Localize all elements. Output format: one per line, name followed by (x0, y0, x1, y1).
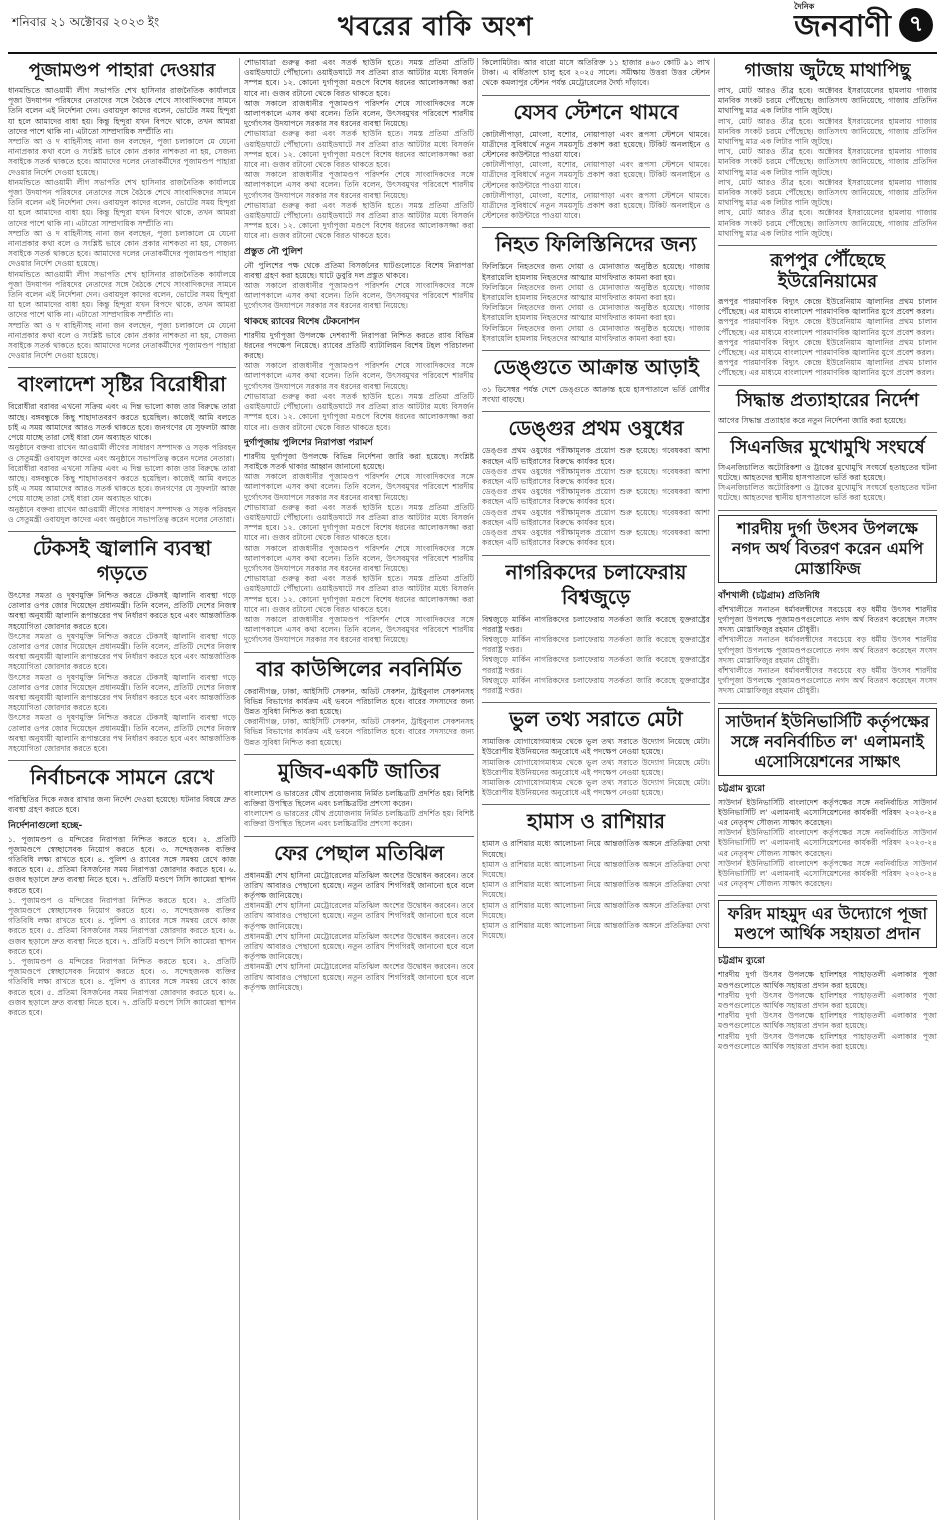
article (482, 707, 710, 798)
article-body: হামাস ও রাশিয়ার মধ্যে আলোচনা নিয়ে আন্তর্জাতিক অঙ্গনে প্রতিক্রিয়া দেখা দিয়েছে। (482, 839, 710, 859)
article-body: শারদীয় দুর্গা উৎসব উপলক্ষে হালিশহর পাহাড়তলী এলাকার পূজা মণ্ডপগুলোতে আর্থিক সহায়তা প্রদান করা হয়েছে। (718, 990, 937, 1010)
article-headline: নাগরিকদের চলাফেরায় বিশ্বজুড়ে (505, 559, 687, 609)
article-body: কোটালীপাড়া, মোংলা, যশোর, নোয়াপাড়া এবং রূপসা স্টেশনে থামবে। যাত্রীদের সুবিধার্থে নতুন সময়সূচি প্রকাশ করা হয়েছে। টিকিট অনলাইনে ও স্টেশনের কাউন্টারে পাওয়া যাবে। (482, 129, 710, 160)
article-body: শারদীয় দুর্গাপূজা উপলক্ষে বিভিন্ন নির্দেশনা জারি করা হয়েছে। সংশ্লিষ্ট সবাইকে সতর্ক থাকার আহ্বান জানানো হয়েছে। (244, 451, 474, 471)
article-body: শারদীয় দুর্গা উৎসব উপলক্ষে হালিশহর পাহাড়তলী এলাকার পূজা মণ্ডপগুলোতে আর্থিক সহায়তা প্রদান করা হয়েছে। (718, 1031, 937, 1051)
article-body: হামাস ও রাশিয়ার মধ্যে আলোচনা নিয়ে আন্তর্জাতিক অঙ্গনে প্রতিক্রিয়া দেখা দিয়েছে। (482, 920, 710, 941)
article-headline: ভুল তথ্য সরাতে মেটা (509, 707, 683, 732)
column-divider (477, 58, 478, 1520)
article-byline: চট্টগ্রাম ব্যুরো (718, 783, 765, 794)
article-body: বিশ্বজুড়ে মার্কিন নাগরিকদের চলাফেরায় সতর্কতা জারি করেছে যুক্তরাষ্ট্রের পররাষ্ট্র দপ্তর। (482, 675, 710, 695)
article-body: শোভাযাত্রা গুরুত্ব করা এবং সতর্ক ছাউনি হতে। সমস্ত প্রতিমা প্রতিটি ওয়াইডঘাটে পৌঁছানো। ওয়াইডঘাটে সব প্রতিমা রাত আটটার মধ্যে বিসর্জন সম্পন্ন হবে। ১২. কোনো দুর্গাপূজা মণ্ডপে বিশেষ ধরনের আলোকসজ্জা করা যাবে না। গুজব রটানো থেকে বিরত থাকতে হবে। (244, 58, 474, 98)
article (718, 708, 937, 890)
article-body: ৩১ ডিসেম্বর পর্যন্ত দেশে ডেঙ্গুতে আক্রান্ত হয়ে হাসপাতালে ভর্তি রোগীর সংখ্যা বাড়ছে। (482, 385, 710, 405)
article-body: ধানমন্ডিতে আওয়ামী লীগ সভাপতি শেখ হাসিনার রাজনৈতিক কার্যালয়ে পূজা উদযাপন পরিষদের নেতাদের সঙ্গে বৈঠকে শেখে সাংবাদিকদের সামনে তিনি বলেন এই নির্দেশনা দেন। ওবায়দুল কাদের বলেন, ভোটের সময় হিন্দুরা যা হলে আমাদের বাধা হয়। কিন্তু হিন্দুরা যখন বিপদে থাকে, তখন আমরা তাদের পাশে থাকি না। এটাতো সাম্প্রদায়িক সম্প্রীতি না। (8, 86, 236, 136)
article-body: ডেঙ্গুর প্রথম ওষুধের পরীক্ষামূলক প্রয়োগ শুরু হয়েছে। গবেষকরা আশা করছেন এটি ভাইরাসের বিরুদ্ধে কার্যকর হবে। (482, 528, 710, 548)
article-body: সাউদার্ন ইউনিভার্সিটি বাংলাদেশ কর্তৃপক্ষের সঙ্গে নবনির্বাচিত সাউদার্ন ইউনিভার্সিটি ল' এলামনাই এসোসিয়েশনের কার্যকরী পরিষদ ২০২৩-২৪ এর নেতৃবৃন্দ সৌজন্য সাক্ষাৎ করেছেন। (718, 797, 937, 827)
article-body: উৎসের সমতা ও দূষণমুক্তি নিশ্চিত করতে টেকসই জ্বালানি ব্যবস্থা গড়ে তোলার ওপর জোর দিয়েছেন প্রধানমন্ত্রী। তিনি বলেন, প্রতিটি দেশের নিজস্ব অবস্থা অনুযায়ী জ্বালানি রূপান্তরের পথ নির্ধারণ করতে হবে এবং আন্তর্জাতিক সহযোগিতা জোরদার করতে হবে। (8, 631, 236, 672)
article-headline: ফরিদ মাহমুদ এর উদ্যোগে পূজা মণ্ডপে আর্থিক সহায়তা প্রদান (718, 900, 937, 948)
article-body: আগের সিদ্ধান্ত প্রত্যাহার করে নতুন নির্দেশনা জারি করা হয়েছে। (718, 415, 906, 425)
article-body: সিএনজিচালিত অটোরিকশা ও ট্রাকের মুখোমুখি সংঘর্ষে হতাহতের ঘটনা ঘটেছে। আহতদের স্থানীয় হাসপাতালে ভর্তি করা হয়েছে। (718, 462, 937, 483)
column-4 (718, 58, 937, 1520)
article-body: রূপপুর পারমাণবিক বিদ্যুৎ কেন্দ্রে ইউরেনিয়াম জ্বালানির প্রথম চালান পৌঁছেছে। এর মাধ্যমে বাংলাদেশ পারমাণবিক জ্বালানির যুগে প্রবেশ করল। (718, 297, 937, 317)
article (482, 809, 710, 941)
article-body: লাখ, মোট আরও তীব্র হবে। অক্টোবর ইসরায়েলের হামলায় গাজায় মানবিক সংকট চরমে পৌঁছেছে। জাতিসংঘ জানিয়েছে, গাজায় প্রতিদিন মাথাপিছু মাত্র এক লিটার পানি জুটছে। (718, 177, 937, 208)
article-body: শারদীয় দুর্গাপূজা উপলক্ষে দেশব্যাপী নিরাপত্তা নিশ্চিত করতে র‌্যাব বিভিন্ন ধরনের পদক্ষেপ নিয়েছে। র‌্যাবের প্রতিটি ব্যাটালিয়ন বিশেষ টহল পরিচালনা করছে। (244, 330, 474, 361)
article-body: আজ সকালে রাজধানীর পূজামণ্ডপ পরিদর্শন শেষে সাংবাদিকদের সঙ্গে আলাপকালে এসব কথা বলেন। তিনি বলেন, উৎসবমুখর পরিবেশে শারদীয় দুর্গোৎসব উদযাপনে সরকার সব ধরনের ব্যবস্থা নিয়েছে। (244, 543, 474, 573)
article-headline: যেসব স্টেশনে থামবে (513, 99, 679, 124)
article-body: হামাস ও রাশিয়ার মধ্যে আলোচনা নিয়ে আন্তর্জাতিক অঙ্গনে প্রতিক্রিয়া দেখা দিয়েছে। (482, 880, 710, 900)
article (244, 759, 474, 830)
article-body: ধানমন্ডিতে আওয়ামী লীগ সভাপতি শেখ হাসিনার রাজনৈতিক কার্যালয়ে পূজা উদযাপন পরিষদের নেতাদের সঙ্গে বৈঠকে শেখে সাংবাদিকদের সামনে তিনি বলেন এই নির্দেশনা দেন। ওবায়দুল কাদের বলেন, ভোটের সময় হিন্দুরা যা হলে আমাদের বাধা হয়। কিন্তু হিন্দুরা যখন বিপদে থাকে, তখন আমরা তাদের পাশে থাকি না। এটাতো সাম্প্রদায়িক সম্প্রীতি না। (8, 269, 236, 320)
article-headline: নিহত ফিলিস্তিনিদের জন্য (495, 232, 697, 257)
article-body: লাখ, মোট আরও তীব্র হবে। অক্টোবর ইসরায়েলের হামলায় গাজায় মানবিক সংকট চরমে পৌঁছেছে। জাতিসংঘ জানিয়েছে, গাজায় প্রতিদিন মাথাপিছু মাত্র এক লিটার পানি জুটছে। (718, 208, 937, 238)
article-body: শোভাযাত্রা গুরুত্ব করা এবং সতর্ক ছাউনি হতে। সমস্ত প্রতিমা প্রতিটি ওয়াইডঘাটে পৌঁছানো। ওয়াইডঘাটে সব প্রতিমা রাত আটটার মধ্যে বিসর্জন সম্পন্ন হবে। ১২. কোনো দুর্গাপূজা মণ্ডপে বিশেষ ধরনের আলোকসজ্জা করা যাবে না। গুজব রটানো থেকে বিরত থাকতে হবে। (244, 574, 474, 614)
page-header (8, 0, 937, 54)
article-body: বাঁশখালীতে সনাতন ধর্মাবলম্বীদের সবচেয়ে বড় ধর্মীয় উৎসব শারদীয় দুর্গাপূজা উপলক্ষে পূজামণ্ডপগুলোতে নগদ অর্থ বিতরণ করেছেন সংসদ সদস্য মোস্তাফিজুর রহমান চৌধুরী। (718, 635, 937, 665)
article-body: কেরানীগঞ্জ, ঢাকা, আইসিটি সেকশন, অডিট সেকশন, ট্রাইবুনাল সেকশনসহ বিভিন্ন বিভাগের কার্যক্রম এই ভবনে পরিচালিত হবে। বারের সদস্যদের জন্য উন্নত সুবিধা নিশ্চিত করা হয়েছে। (244, 686, 474, 716)
article-body: বাংলাদেশ ও ভারতের যৌথ প্রযোজনায় নির্মিত চলচ্চিত্রটি প্রদর্শিত হয়। বিশিষ্ট ব্যক্তিরা উপস্থিত ছিলেন এবং চলচ্চিত্রটির প্রশংসা করেন। (244, 809, 474, 829)
logo-text: জনবাণী (794, 9, 891, 44)
article-body: আজ সকালে রাজধানীর পূজামণ্ডপ পরিদর্শন শেষে সাংবাদিকদের সঙ্গে আলাপকালে এসব কথা বলেন। তিনি বলেন, উৎসবমুখর পরিবেশে শারদীয় দুর্গোৎসব উদযাপনে সরকার সব ধরনের ব্যবস্থা নিয়েছে। (244, 361, 474, 391)
article (482, 355, 710, 405)
article-body: ডেঙ্গুর প্রথম ওষুধের পরীক্ষামূলক প্রয়োগ শুরু হয়েছে। গবেষকরা আশা করছেন এটি ভাইরাসের বিরুদ্ধে কার্যকর হবে। (482, 487, 710, 507)
article (244, 841, 474, 993)
article-body: প্রধানমন্ত্রী শেখ হাসিনা মেট্রোরেলের মতিঝিল অংশের উদ্বোধন করবেন। তবে তারিখ আবারও পেছানো হয়েছে। নতুন তারিখ শিগগিরই জানানো হবে বলে কর্তৃপক্ষ জানিয়েছে। (244, 901, 474, 931)
article-body: সাউদার্ন ইউনিভার্সিটি বাংলাদেশ কর্তৃপক্ষের সঙ্গে নবনির্বাচিত সাউদার্ন ইউনিভার্সিটি ল' এলামনাই এসোসিয়েশনের কার্যকরী পরিষদ ২০২৩-২৪ এর নেতৃবৃন্দ সৌজন্য সাক্ষাৎ করেছেন। (718, 828, 937, 858)
article (718, 900, 937, 1052)
article (718, 250, 937, 379)
article-body: ধানমন্ডিতে আওয়ামী লীগ সভাপতি শেখ হাসিনার রাজনৈতিক কার্যালয়ে পূজা উদযাপন পরিষদের নেতাদের সঙ্গে বৈঠকে শেখে সাংবাদিকদের সামনে তিনি বলেন এই নির্দেশনা দেন। ওবায়দুল কাদের বলেন, ভোটের সময় হিন্দুরা যা হলে আমাদের বাধা হয়। কিন্তু হিন্দুরা যখন বিপদে থাকে, তখন আমরা তাদের পাশে থাকি না। এটাতো সাম্প্রদায়িক সম্প্রীতি না। (8, 177, 236, 228)
article (718, 437, 937, 504)
article-headline: নির্বাচনকে সামনে রেখে (30, 765, 214, 790)
logo-small-text: দৈনিক (794, 2, 815, 11)
article (482, 100, 710, 222)
column-divider (239, 58, 240, 1520)
article-byline: বাঁশখালী (চট্টগ্রাম) প্রতিনিধি (718, 590, 820, 601)
article-body: কোটালীপাড়া, মোংলা, যশোর, নোয়াপাড়া এবং রূপসা স্টেশনে থামবে। যাত্রীদের সুবিধার্থে নতুন সময়সূচি প্রকাশ করা হয়েছে। টিকিট অনলাইনে ও স্টেশনের কাউন্টারে পাওয়া যাবে। (482, 160, 710, 190)
article-body: শারদীয় দুর্গা উৎসব উপলক্ষে হালিশহর পাহাড়তলী এলাকার পূজা মণ্ডপগুলোতে আর্থিক সহায়তা প্রদান করা হয়েছে। (718, 1011, 937, 1031)
article-body: সম্প্রতি আ ও দ বাহিনীসহ নানা জন বলছেন, পূজা চলাকালে মে যেনো নানাপ্রকার কথা বলে ও সংশ্লিষ্ট ভাবে কোন প্রকার নাশকতা না হয়, সেজন্য সবাইকে সতর্ক থাকতে হবে। আমাদের দলের নেতাকর্মীদের পূজামণ্ডপ পাহারা দেওয়ার নির্দেশ দেওয়া হয়েছে। (8, 228, 236, 269)
article-body: সামাজিক যোগাযোগমাধ্যম থেকে ভুল তথ্য সরাতে উদ্যোগ নিয়েছে মেটা। ইউরোপীয় ইউনিয়নের অনুরোধে এই পদক্ষেপ নেওয়া হয়েছে। (482, 777, 710, 798)
article (718, 60, 937, 239)
article-body: ১. পূজামণ্ডপ ও মন্দিরের নিরাপত্তা নিশ্চিত করতে হবে। ২. প্রতিটি পূজামণ্ডপে স্বেচ্ছাসেবক নিয়োগ করতে হবে। ৩. সন্দেহজনক ব্যক্তির গতিবিধি লক্ষ্য রাখতে হবে। ৪. পুলিশ ও র‌্যাবের সঙ্গে সমন্বয় রেখে কাজ করতে হবে। ৫. প্রতিমা বিসর্জনের সময় নিরাপত্তা জোরদার করতে হবে। ৬. গুজব ছড়ালে দ্রুত ব্যবস্থা নিতে হবে। ৭. প্রতিটি মণ্ডপে সিসি ক্যামেরা স্থাপন করতে হবে। (8, 834, 236, 895)
article-headline: শারদীয় দুর্গা উৎসব উপলক্ষে নগদ অর্থ বিতরণ করেন এমপি মোস্তাফিজ (718, 515, 937, 583)
article-body: লাখ, মোট আরও তীব্র হবে। অক্টোবর ইসরায়েলের হামলায় গাজায় মানবিক সংকট চরমে পৌঁছেছে। জাতিসংঘ জানিয়েছে, গাজায় প্রতিদিন মাথাপিছু মাত্র এক লিটার পানি জুটছে। (718, 116, 937, 147)
article (244, 657, 474, 748)
article-body: বিশ্বজুড়ে মার্কিন নাগরিকদের চলাফেরায় সতর্কতা জারি করেছে যুক্তরাষ্ট্রের পররাষ্ট্র দপ্তর। (482, 634, 710, 655)
article (482, 416, 710, 548)
article-subhead: থাকছে র‌্যাবের বিশেষ টেকনোশন (244, 316, 360, 327)
article-body: ১. পূজামণ্ডপ ও মন্দিরের নিরাপত্তা নিশ্চিত করতে হবে। ২. প্রতিটি পূজামণ্ডপে স্বেচ্ছাসেবক নিয়োগ করতে হবে। ৩. সন্দেহজনক ব্যক্তির গতিবিধি লক্ষ্য রাখতে হবে। ৪. পুলিশ ও র‌্যাবের সঙ্গে সমন্বয় রেখে কাজ করতে হবে। ৫. প্রতিমা বিসর্জনের সময় নিরাপত্তা জোরদার করতে হবে। ৬. গুজব ছড়ালে দ্রুত ব্যবস্থা নিতে হবে। ৭. প্রতিটি মণ্ডপে সিসি ক্যামেরা স্থাপন করতে হবে। (8, 957, 236, 1018)
article-headline: সিএনজির মুখোমুখি সংঘর্ষে (730, 436, 925, 458)
article-headline: ফের পেছাল মতিঝিল (274, 840, 444, 865)
article-body: রূপপুর পারমাণবিক বিদ্যুৎ কেন্দ্রে ইউরেনিয়াম জ্বালানির প্রথম চালান পৌঁছেছে। এর মাধ্যমে বাংলাদেশ পারমাণবিক জ্বালানির যুগে প্রবেশ করল। (718, 337, 937, 358)
article-body: ফিলিস্তিনে নিহতদের জন্য দোয়া ও মোনাজাত অনুষ্ঠিত হয়েছে। গাজায় ইসরায়েলি হামলায় নিহতদের আত্মার মাগফিরাত কামনা করা হয়। (482, 282, 710, 303)
article-body: আজ সকালে রাজধানীর পূজামণ্ডপ পরিদর্শন শেষে সাংবাদিকদের সঙ্গে আলাপকালে এসব কথা বলেন। তিনি বলেন, উৎসবমুখর পরিবেশে শারদীয় দুর্গোৎসব উদযাপনে সরকার সব ধরনের ব্যবস্থা নিয়েছে। (244, 281, 474, 311)
article-headline: হামাস ও রাশিয়ার (526, 809, 665, 834)
article-body: ডেঙ্গুর প্রথম ওষুধের পরীক্ষামূলক প্রয়োগ শুরু হয়েছে। গবেষকরা আশা করছেন এটি ভাইরাসের বিরুদ্ধে কার্যকর হবে। (482, 507, 710, 527)
article-body: ডেঙ্গুর প্রথম ওষুধের পরীক্ষামূলক প্রয়োগ শুরু হয়েছে। গবেষকরা আশা করছেন এটি ভাইরাসের বিরুদ্ধে কার্যকর হবে। (482, 466, 710, 487)
article-byline: চট্টগ্রাম ব্যুরো (718, 956, 765, 967)
article-body: শোভাযাত্রা গুরুত্ব করা এবং সতর্ক ছাউনি হতে। সমস্ত প্রতিমা প্রতিটি ওয়াইডঘাটে পৌঁছানো। ওয়াইডঘাটে সব প্রতিমা রাত আটটার মধ্যে বিসর্জন সম্পন্ন হবে। ১২. কোনো দুর্গাপূজা মণ্ডপে বিশেষ ধরনের আলোকসজ্জা করা যাবে না। গুজব রটানো থেকে বিরত থাকতে হবে। (244, 200, 474, 241)
article-headline: মুজিব-একটি জাতির (277, 758, 441, 783)
article-body: শোভাযাত্রা গুরুত্ব করা এবং সতর্ক ছাউনি হতে। সমস্ত প্রতিমা প্রতিটি ওয়াইডঘাটে পৌঁছানো। ওয়াইডঘাটে সব প্রতিমা রাত আটটার মধ্যে বিসর্জন সম্পন্ন হবে। ১২. কোনো দুর্গাপূজা মণ্ডপে বিশেষ ধরনের আলোকসজ্জা করা যাবে না। গুজব রটানো থেকে বিরত থাকতে হবে। (244, 129, 474, 170)
article-headline: ডেঙ্গুর প্রথম ওষুধের (508, 416, 684, 441)
article-body: নৌ পুলিশের পক্ষ থেকে প্রতিমা বিসর্জনের ঘাটগুলোতে বিশেষ নিরাপত্তা ব্যবস্থা গ্রহণ করা হয়েছে। ঘাটে ডুবুরি দল প্রস্তুত থাকবে। (244, 260, 474, 280)
article-body: আজ সকালে রাজধানীর পূজামণ্ডপ পরিদর্শন শেষে সাংবাদিকদের সঙ্গে আলাপকালে এসব কথা বলেন। তিনি বলেন, উৎসবমুখর পরিবেশে শারদীয় দুর্গোৎসব উদযাপনে সরকার সব ধরনের ব্যবস্থা নিয়েছে। (244, 614, 474, 645)
article-body: ডেঙ্গুর প্রথম ওষুধের পরীক্ষামূলক প্রয়োগ শুরু হয়েছে। গবেষকরা আশা করছেন এটি ভাইরাসের বিরুদ্ধে কার্যকর হবে। (482, 446, 710, 466)
article-body: উৎসের সমতা ও দূষণমুক্তি নিশ্চিত করতে টেকসই জ্বালানি ব্যবস্থা গড়ে তোলার ওপর জোর দিয়েছেন প্রধানমন্ত্রী। তিনি বলেন, প্রতিটি দেশের নিজস্ব অবস্থা অনুযায়ী জ্বালানি রূপান্তরের পথ নির্ধারণ করতে হবে এবং আন্তর্জাতিক সহযোগিতা জোরদার করতে হবে। (8, 713, 236, 753)
article-subhead: দুর্গাপূজায় পুলিশের নিরাপত্তা পরামর্শ (244, 437, 373, 448)
article-body: বিশ্বজুড়ে মার্কিন নাগরিকদের চলাফেরায় সতর্কতা জারি করেছে যুক্তরাষ্ট্রের পররাষ্ট্র দপ্তর। (482, 655, 710, 675)
article-body: হামাস ও রাশিয়ার মধ্যে আলোচনা নিয়ে আন্তর্জাতিক অঙ্গনে প্রতিক্রিয়া দেখা দিয়েছে। (482, 859, 710, 879)
article-body: সামাজিক যোগাযোগমাধ্যম থেকে ভুল তথ্য সরাতে উদ্যোগ নিয়েছে মেটা। ইউরোপীয় ইউনিয়নের অনুরোধে এই পদক্ষেপ নেওয়া হয়েছে। (482, 737, 710, 757)
article-body: সামাজিক যোগাযোগমাধ্যম থেকে ভুল তথ্য সরাতে উদ্যোগ নিয়েছে মেটা। ইউরোপীয় ইউনিয়নের অনুরোধে এই পদক্ষেপ নেওয়া হয়েছে। (482, 757, 710, 777)
column-2 (244, 58, 474, 1520)
article-body: উৎসের সমতা ও দূষণমুক্তি নিশ্চিত করতে টেকসই জ্বালানি ব্যবস্থা গড়ে তোলার ওপর জোর দিয়েছেন প্রধানমন্ত্রী। তিনি বলেন, প্রতিটি দেশের নিজস্ব অবস্থা অনুযায়ী জ্বালানি রূপান্তরের পথ নির্ধারণ করতে হবে এবং আন্তর্জাতিক সহযোগিতা জোরদার করতে হবে। (8, 590, 236, 631)
article-body: শোভাযাত্রা গুরুত্ব করা এবং সতর্ক ছাউনি হতে। সমস্ত প্রতিমা প্রতিটি ওয়াইডঘাটে পৌঁছানো। ওয়াইডঘাটে সব প্রতিমা রাত আটটার মধ্যে বিসর্জন সম্পন্ন হবে। ১২. কোনো দুর্গাপূজা মণ্ডপে বিশেষ ধরনের আলোকসজ্জা করা যাবে না। গুজব রটানো থেকে বিরত থাকতে হবে। (244, 391, 474, 432)
article-body: প্রধানমন্ত্রী শেখ হাসিনা মেট্রোরেলের মতিঝিল অংশের উদ্বোধন করবেন। তবে তারিখ আবারও পেছানো হয়েছে। নতুন তারিখ শিগগিরই জানানো হবে বলে কর্তৃপক্ষ জানিয়েছে। (244, 870, 474, 900)
article (482, 232, 710, 344)
article-headline: ডেঙ্গুতে আক্রান্ত আড়াই (493, 355, 699, 380)
article-body: বাংলাদেশ ও ভারতের যৌথ প্রযোজনায় নির্মিত চলচ্চিত্রটি প্রদর্শিত হয়। বিশিষ্ট ব্যক্তিরা উপস্থিত ছিলেন এবং চলচ্চিত্রটির প্রশংসা করেন। (244, 788, 474, 808)
article-body: ফিলিস্তিনে নিহতদের জন্য দোয়া ও মোনাজাত অনুষ্ঠিত হয়েছে। গাজায় ইসরায়েলি হামলায় নিহতদের আত্মার মাগফিরাত কামনা করা হয়। (482, 323, 710, 343)
article-body: রূপপুর পারমাণবিক বিদ্যুৎ কেন্দ্রে ইউরেনিয়াম জ্বালানির প্রথম চালান পৌঁছেছে। এর মাধ্যমে বাংলাদেশ পারমাণবিক জ্বালানির যুগে প্রবেশ করল। (718, 317, 937, 337)
article (244, 58, 474, 646)
article-headline: বার কাউন্সিলের নবনির্মিত (256, 656, 462, 681)
article-body: বাঁশখালীতে সনাতন ধর্মাবলম্বীদের সবচেয়ে বড় ধর্মীয় উৎসব শারদীয় দুর্গাপূজা উপলক্ষে পূজামণ্ডপগুলোতে নগদ অর্থ বিতরণ করেছেন সংসদ সদস্য মোস্তাফিজুর রহমান চৌধুরী। (718, 604, 937, 635)
article-body: ফিলিস্তিনে নিহতদের জন্য দোয়া ও মোনাজাত অনুষ্ঠিত হয়েছে। গাজায় ইসরায়েলি হামলায় নিহতদের আত্মার মাগফিরাত কামনা করা হয়। (482, 262, 710, 282)
article-body: কেরানীগঞ্জ, ঢাকা, আইসিটি সেকশন, অডিট সেকশন, ট্রাইবুনাল সেকশনসহ বিভিন্ন বিভাগের কার্যক্রম এই ভবনে পরিচালিত হবে। বারের সদস্যদের জন্য উন্নত সুবিধা নিশ্চিত করা হয়েছে। (244, 717, 474, 747)
article (482, 560, 710, 697)
article-body: আজ সকালে রাজধানীর পূজামণ্ডপ পরিদর্শন শেষে সাংবাদিকদের সঙ্গে আলাপকালে এসব কথা বলেন। তিনি বলেন, উৎসবমুখর পরিবেশে শারদীয় দুর্গোৎসব উদযাপনে সরকার সব ধরনের ব্যবস্থা নিয়েছে। (244, 170, 474, 200)
article-body: বাঁশখালীতে সনাতন ধর্মাবলম্বীদের সবচেয়ে বড় ধর্মীয় উৎসব শারদীয় দুর্গাপূজা উপলক্ষে পূজামণ্ডপগুলোতে নগদ অর্থ বিতরণ করেছেন সংসদ সদস্য মোস্তাফিজুর রহমান চৌধুরী। (718, 665, 937, 696)
article-body: প্রধানমন্ত্রী শেখ হাসিনা মেট্রোরেলের মতিঝিল অংশের উদ্বোধন করবেন। তবে তারিখ আবারও পেছানো হয়েছে। নতুন তারিখ শিগগিরই জানানো হবে বলে কর্তৃপক্ষ জানিয়েছে। (244, 962, 474, 992)
article-body: ফিলিস্তিনে নিহতদের জন্য দোয়া ও মোনাজাত অনুষ্ঠিত হয়েছে। গাজায় ইসরায়েলি হামলায় নিহতদের আত্মার মাগফিরাত কামনা করা হয়। (482, 303, 710, 323)
article (8, 372, 236, 524)
article-body: বিশ্বজুড়ে মার্কিন নাগরিকদের চলাফেরায় সতর্কতা জারি করেছে যুক্তরাষ্ট্রের পররাষ্ট্র দপ্তর। (482, 614, 710, 634)
article-body: হামাস ও রাশিয়ার মধ্যে আলোচনা নিয়ে আন্তর্জাতিক অঙ্গনে প্রতিক্রিয়া দেখা দিয়েছে। (482, 900, 710, 920)
article (482, 58, 710, 89)
article-body: শোভাযাত্রা গুরুত্ব করা এবং সতর্ক ছাউনি হতে। সমস্ত প্রতিমা প্রতিটি ওয়াইডঘাটে পৌঁছানো। ওয়াইডঘাটে সব প্রতিমা রাত আটটার মধ্যে বিসর্জন সম্পন্ন হবে। ১২. কোনো দুর্গাপূজা মণ্ডপে বিশেষ ধরনের আলোকসজ্জা করা যাবে না। গুজব রটানো থেকে বিরত থাকতে হবে। (244, 502, 474, 543)
article-subhead: নির্দেশনাগুলো হচ্ছে- (8, 820, 83, 831)
article-body: শারদীয় দুর্গা উৎসব উপলক্ষে হালিশহর পাহাড়তলী এলাকার পূজা মণ্ডপগুলোতে আর্থিক সহায়তা প্রদান করা হয়েছে। (718, 970, 937, 990)
issue-date: শনিবার ২১ অক্টোবর ২০২৩ ইং (12, 15, 160, 29)
article-body: উৎসের সমতা ও দূষণমুক্তি নিশ্চিত করতে টেকসই জ্বালানি ব্যবস্থা গড়ে তোলার ওপর জোর দিয়েছেন প্রধানমন্ত্রী। তিনি বলেন, প্রতিটি দেশের নিজস্ব অবস্থা অনুযায়ী জ্বালানি রূপান্তরের পথ নির্ধারণ করতে হবে এবং আন্তর্জাতিক সহযোগিতা জোরদার করতে হবে। (8, 672, 236, 713)
column-3 (482, 58, 710, 1520)
article-headline: পূজামণ্ডপ পাহারা দেওয়ার (28, 60, 216, 81)
article-body: প্রধানমন্ত্রী শেখ হাসিনা মেট্রোরেলের মতিঝিল অংশের উদ্বোধন করবেন। তবে তারিখ আবারও পেছানো হয়েছে। নতুন তারিখ শিগগিরই জানানো হবে বলে কর্তৃপক্ষ জানিয়েছে। (244, 931, 474, 962)
article-body: বিরোধীরা বরাবর এখনো সক্রিয় এবং এ দিন্ত ভালো কাজ তার বিরুদ্ধে তারা আছে। বঙ্গবন্ধুকে কিছু শাহাদাতবরণ করতে হয়েছিল। কাজেই আমি বলতে চাই এ সময় আমাদের আরও সতর্ক থাকতে হবে। জনগণের যে সুফলটা আজ পেয়ে যাচ্ছে তারা সেই ধারা যেন অব্যাহত থাকে। (8, 463, 236, 504)
article-body: সম্প্রতি আ ও দ বাহিনীসহ নানা জন বলছেন, পূজা চলাকালে মে যেনো নানাপ্রকার কথা বলে ও সংশ্লিষ্ট ভাবে কোন প্রকার নাশকতা না হয়, সেজন্য সবাইকে সতর্ক থাকতে হবে। আমাদের দলের নেতাকর্মীদের পূজামণ্ডপ পাহারা দেওয়ার নির্দেশ দেওয়া হয়েছে। (8, 320, 236, 361)
article-body: অনুষ্ঠানে বক্তব্য রাখেন আওয়ামী লীগের সাধারণ সম্পাদক ও সড়ক পরিবহন ও সেতুমন্ত্রী ওবায়দুল কাদের এবং অনুষ্ঠানে সভাপতিত্ব করেন দলের নেতারা। (8, 504, 236, 524)
section-title: খবরের বাকি অংশ (338, 12, 534, 42)
article (8, 765, 236, 1018)
article-body: অনুষ্ঠানে বক্তব্য রাখেন আওয়ামী লীগের সাধারণ সম্পাদক ও সড়ক পরিবহন ও সেতুমন্ত্রী ওবায়দুল কাদের এবং অনুষ্ঠানে সভাপতিত্ব করেন দলের নেতারা। (8, 443, 236, 463)
newspaper-logo (794, 2, 891, 53)
column-divider (714, 58, 715, 1520)
article-body: বিরোধীরা বরাবর এখনো সক্রিয় এবং এ দিন্ত ভালো কাজ তার বিরুদ্ধে তারা আছে। বঙ্গবন্ধুকে কিছু শাহাদাতবরণ করতে হয়েছিল। কাজেই আমি বলতে চাই এ সময় আমাদের আরও সতর্ক থাকতে হবে। জনগণের যে সুফলটা আজ পেয়ে যাচ্ছে তারা সেই ধারা যেন অব্যাহত থাকে। (8, 402, 236, 443)
article (718, 390, 937, 426)
article-headline: সিদ্ধান্ত প্রত্যাহারের নির্দেশ (736, 389, 919, 411)
article-subhead: প্রস্তুত নৌ পুলিশ (244, 246, 303, 257)
article (8, 536, 236, 754)
article (718, 515, 937, 697)
article-body: লাখ, মোট আরও তীব্র হবে। অক্টোবর ইসরায়েলের হামলায় গাজায় মানবিক সংকট চরমে পৌঁছেছে। জাতিসংঘ জানিয়েছে, গাজায় প্রতিদিন মাথাপিছু মাত্র এক লিটার পানি জুটছে। (718, 147, 937, 177)
article-body: রূপপুর পারমাণবিক বিদ্যুৎ কেন্দ্রে ইউরেনিয়াম জ্বালানির প্রথম চালান পৌঁছেছে। এর মাধ্যমে বাংলাদেশ পারমাণবিক জ্বালানির যুগে প্রবেশ করল। (718, 358, 937, 378)
article-body: ১. পূজামণ্ডপ ও মন্দিরের নিরাপত্তা নিশ্চিত করতে হবে। ২. প্রতিটি পূজামণ্ডপে স্বেচ্ছাসেবক নিয়োগ করতে হবে। ৩. সন্দেহজনক ব্যক্তির গতিবিধি লক্ষ্য রাখতে হবে। ৪. পুলিশ ও র‌্যাবের সঙ্গে সমন্বয় রেখে কাজ করতে হবে। ৫. প্রতিমা বিসর্জনের সময় নিরাপত্তা জোরদার করতে হবে। ৬. গুজব ছড়ালে দ্রুত ব্যবস্থা নিতে হবে। ৭. প্রতিটি মণ্ডপে সিসি ক্যামেরা স্থাপন করতে হবে। (8, 895, 236, 956)
article-body: কোটালীপাড়া, মোংলা, যশোর, নোয়াপাড়া এবং রূপসা স্টেশনে থামবে। যাত্রীদের সুবিধার্থে নতুন সময়সূচি প্রকাশ করা হয়েছে। টিকিট অনলাইনে ও স্টেশনের কাউন্টারে পাওয়া যাবে। (482, 190, 710, 221)
column-1 (8, 58, 236, 1520)
article-headline: সাউদার্ন ইউনিভার্সিটি কর্তৃপক্ষের সঙ্গে নবনির্বাচিত ল' এলামনাই এসোসিয়েশনের সাক্ষাৎ (718, 708, 937, 776)
article-headline: রূপপুর পৌঁছেছে ইউরেনিয়ামের (770, 250, 885, 293)
article-body: সাউদার্ন ইউনিভার্সিটি বাংলাদেশ কর্তৃপক্ষের সঙ্গে নবনির্বাচিত সাউদার্ন ইউনিভার্সিটি ল' এলামনাই এসোসিয়েশনের কার্যকরী পরিষদ ২০২৩-২৪ এর নেতৃবৃন্দ সৌজন্য সাক্ষাৎ করেছেন। (718, 858, 937, 889)
article-body: লাখ, মোট আরও তীব্র হবে। অক্টোবর ইসরায়েলের হামলায় গাজায় মানবিক সংকট চরমে পৌঁছেছে। জাতিসংঘ জানিয়েছে, গাজায় প্রতিদিন মাথাপিছু মাত্র এক লিটার পানি জুটছে। (718, 86, 937, 116)
article-body: কিলোমিটার। আর বারো মাসে অতিরিক্ত ১১ হাজার ৪৬৩ কোটি ৯১ লাখ টাকা। এ বর্ধিতাংশ চালু হবে ২০২৫ সালে। সমীক্ষায় উত্তরা উত্তর স্টেশন থেকে কমলাপুর স্টেশন পর্যন্ত মেট্রোরেলের দৈর্ঘ্য দাঁড়াবে। (482, 58, 710, 88)
article-body: আজ সকালে রাজধানীর পূজামণ্ডপ পরিদর্শন শেষে সাংবাদিকদের সঙ্গে আলাপকালে এসব কথা বলেন। তিনি বলেন, উৎসবমুখর পরিবেশে শারদীয় দুর্গোৎসব উদযাপনে সরকার সব ধরনের ব্যবস্থা নিয়েছে। (244, 98, 474, 129)
article-headline: বাংলাদেশ সৃষ্টির বিরোধীরা (18, 372, 226, 397)
article-body: সিএনজিচালিত অটোরিকশা ও ট্রাকের মুখোমুখি সংঘর্ষে হতাহতের ঘটনা ঘটেছে। আহতদের স্থানীয় হাসপাতালে ভর্তি করা হয়েছে। (718, 483, 937, 503)
article-headline: গাজায় জুটছে মাথাপিছু (744, 60, 911, 81)
article (8, 60, 236, 361)
page-number: ৭ (899, 8, 933, 42)
article-headline: টেকসই জ্বালানি ব্যবস্থা গড়তে (32, 535, 212, 585)
article-body: সম্প্রতি আ ও দ বাহিনীসহ নানা জন বলছেন, পূজা চলাকালে মে যেনো নানাপ্রকার কথা বলে ও সংশ্লিষ্ট ভাবে কোন প্রকার নাশকতা না হয়, সেজন্য সবাইকে সতর্ক থাকতে হবে। আমাদের দলের নেতাকর্মীদের পূজামণ্ডপ পাহারা দেওয়ার নির্দেশ দেওয়া হয়েছে। (8, 137, 236, 177)
article-body: আজ সকালে রাজধানীর পূজামণ্ডপ পরিদর্শন শেষে সাংবাদিকদের সঙ্গে আলাপকালে এসব কথা বলেন। তিনি বলেন, উৎসবমুখর পরিবেশে শারদীয় দুর্গোৎসব উদযাপনে সরকার সব ধরনের ব্যবস্থা নিয়েছে। (244, 472, 474, 502)
article-body: পরিস্থিতির দিকে নজর রাখার জন্য নির্দেশ দেওয়া হয়েছে। ঘটনার বিষয়ে দ্রুত ব্যবস্থা গ্রহণ করতে হবে। (8, 795, 236, 815)
